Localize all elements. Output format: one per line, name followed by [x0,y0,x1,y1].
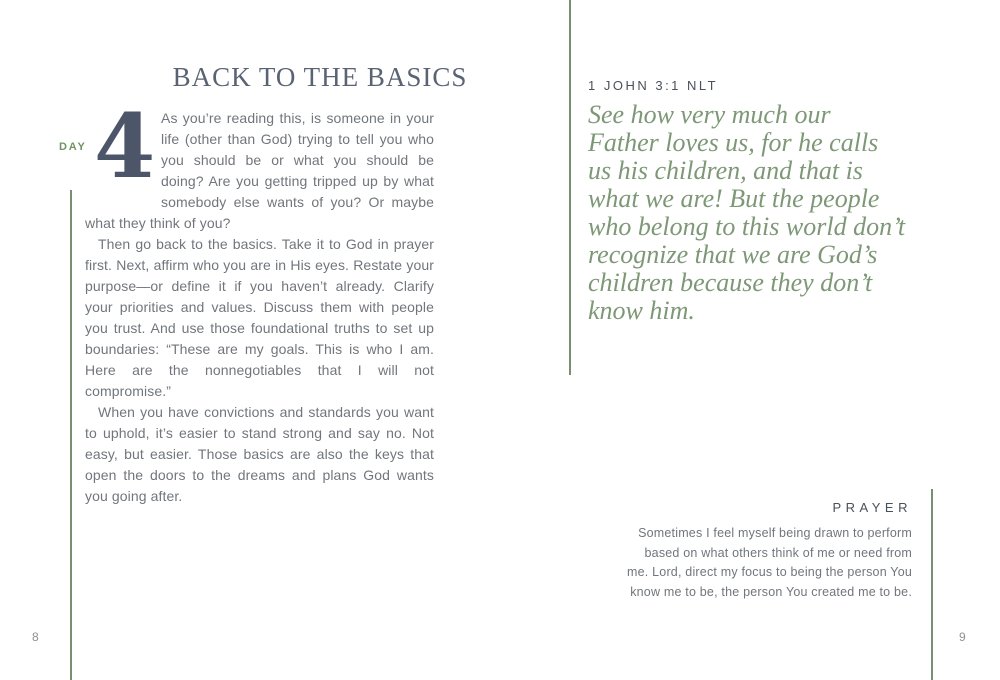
chapter-title: BACK TO THE BASICS [172,62,468,92]
body-paragraph: When you have convictions and standards you want to uphold, it’s easier to stand strong and say no. Not easy, but easier. Those basics are also the keys that open the doors to the dreams and plans God wants you going after. [85,404,434,504]
right-page [500,0,1000,680]
day-number: 4 [94,94,156,198]
verse-line: children because they don’t [588,268,873,297]
prayer-text [627,524,912,602]
verse-line: who belong to this world don’t [588,212,906,241]
right-page-bottom-vertical-rule [931,489,933,680]
day-label: DAY [59,141,87,153]
right-page-top-vertical-rule [569,0,571,375]
prayer-line: Sometimes I feel myself being drawn to perform [638,526,912,540]
verse-line: See how very much our [588,100,831,129]
verse-reference: 1 JOHN 3:1 NLT [588,78,719,93]
page-number-left: 8 [32,630,39,644]
body-paragraph-text: As you’re reading this, is someone in your life (other than God) trying to tell you who you should be or what you should be doing? Are you getting tripped up by what somebody else wants of you? Or maybe what they think of you? [85,110,434,231]
left-page-vertical-rule [70,190,72,680]
verse-line: us his children, and that is [588,156,863,185]
body-paragraph [85,108,434,234]
verse-line: Father loves us, for he calls [588,128,879,157]
prayer-heading: PRAYER [832,500,912,515]
verse-line: recognize that we are God’s [588,240,878,269]
prayer-line: me. Lord, direct my focus to being the person You [627,565,912,579]
prayer-line: know me to be, the person You created me to be. [630,584,912,599]
prayer-line: based on what others think of me or need from [644,545,912,560]
body-paragraph: Then go back to the basics. Take it to God in prayer first. Next, affirm who you are in His eyes. Restate your purpose—or define it if you haven’t already. Clarify your priorities and values. Discuss them with people you trust. And use those foundational truths to set up boundaries: “These are my goals. This is who I am. Here are the nonnegotiables that I will not compromise.” [85,236,434,399]
day-number-wrap-spacer [85,108,161,193]
devotional-body [85,108,434,507]
verse-line: know him. [588,296,695,325]
page-number-right: 9 [959,630,966,644]
verse-line: what we are! But the people [588,184,880,213]
verse-text [588,101,905,325]
